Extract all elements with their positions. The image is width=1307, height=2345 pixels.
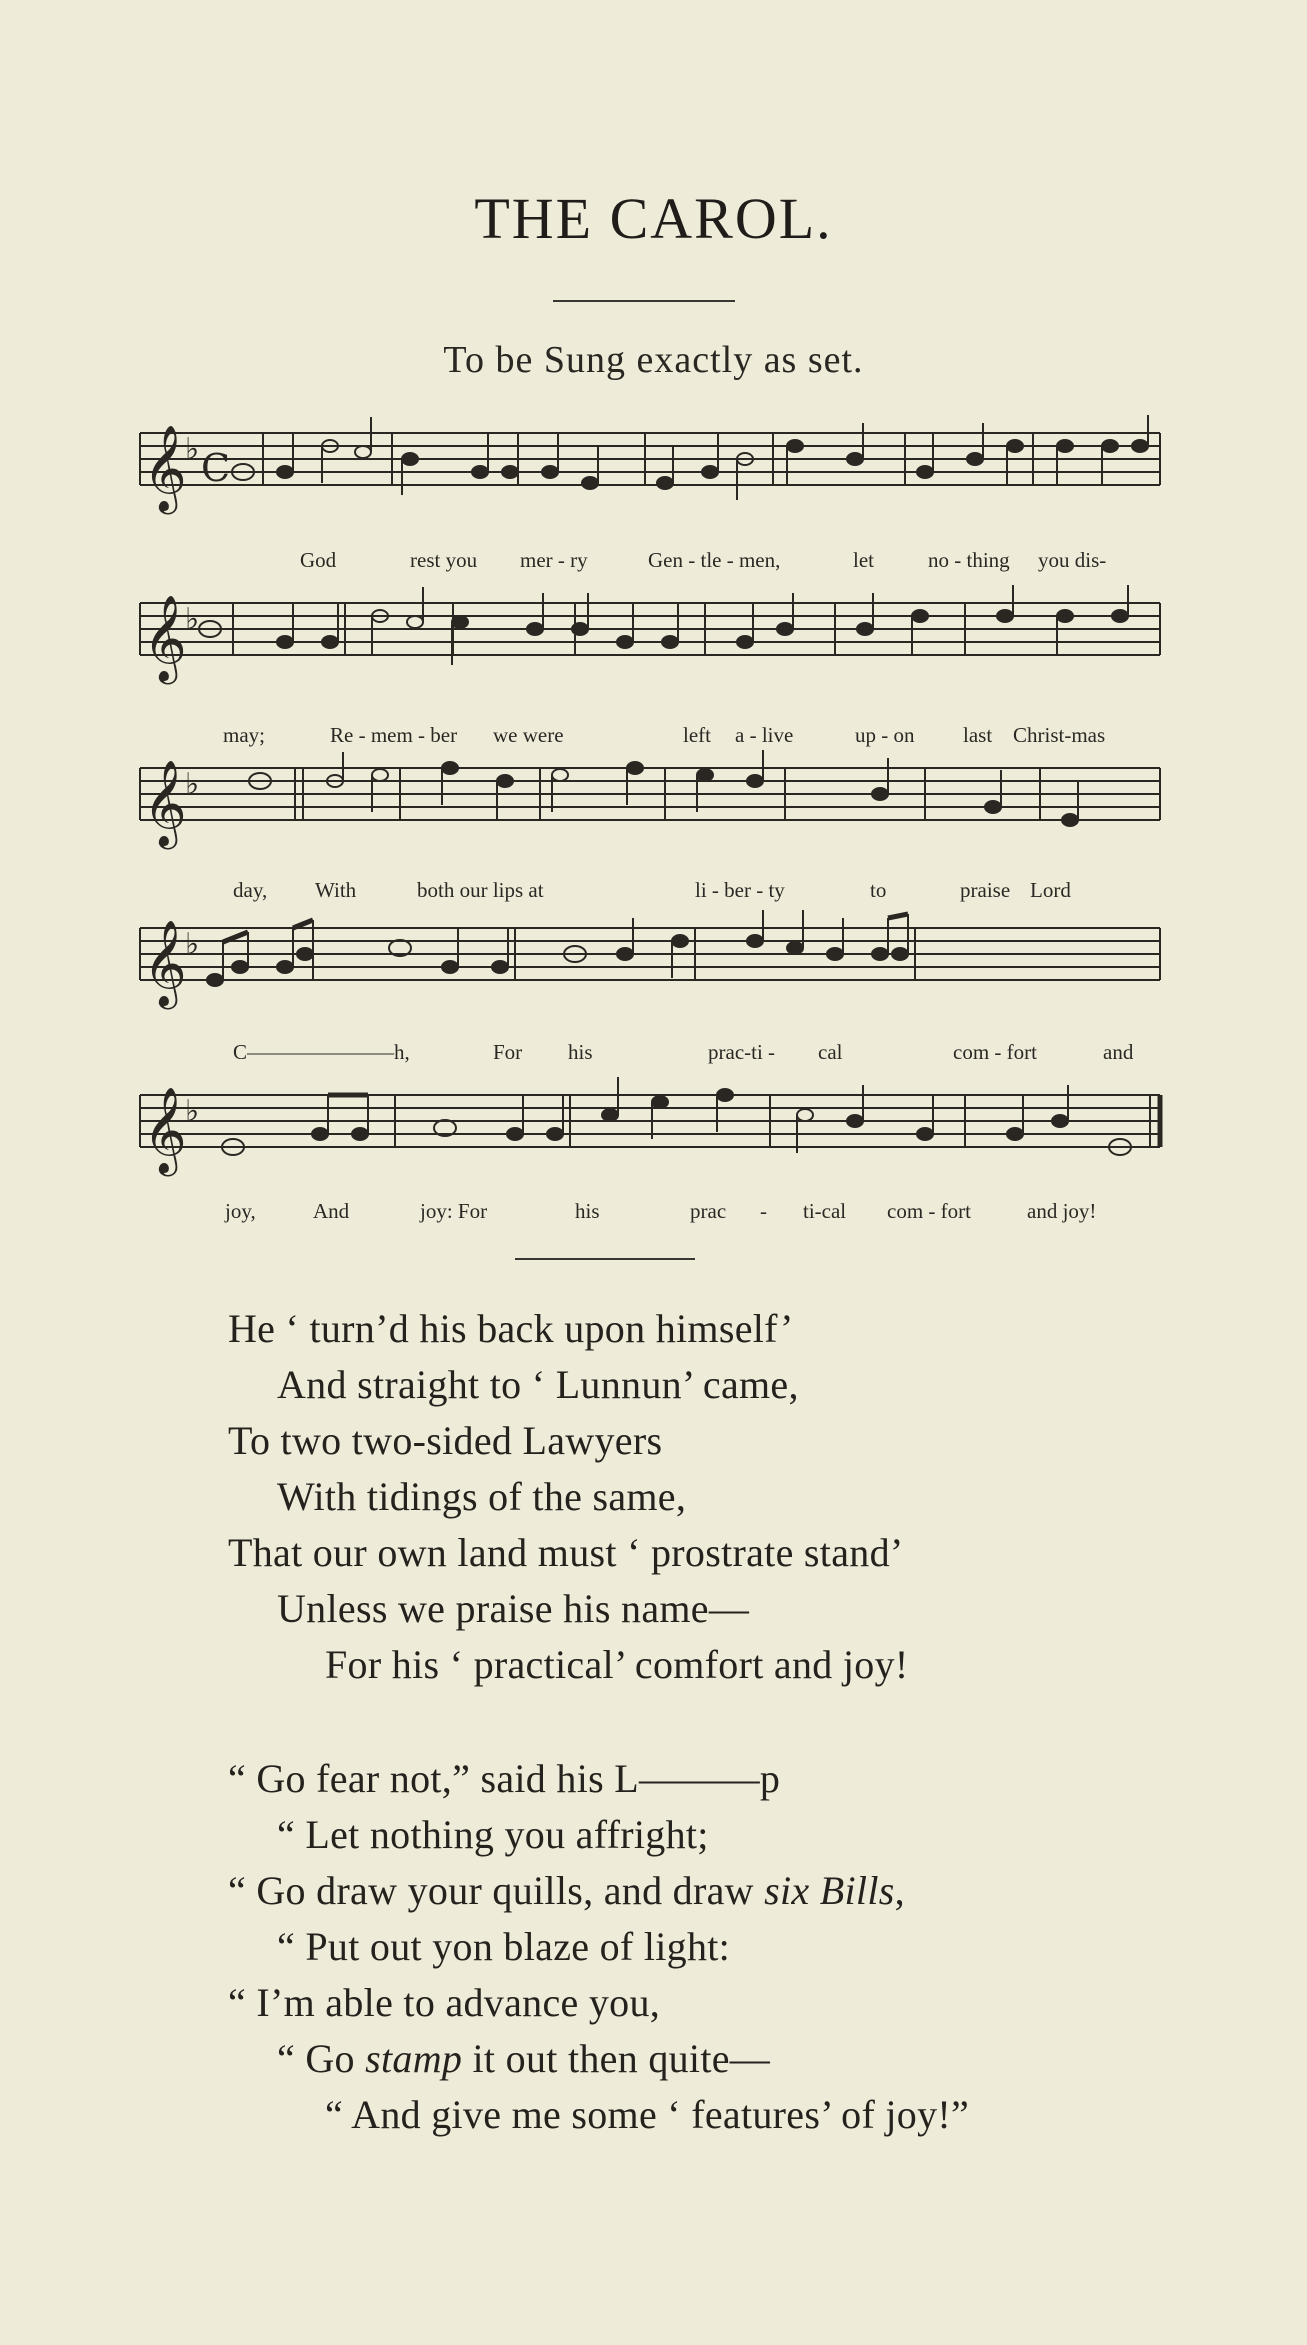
lyric-syllable: Re - mem - ber — [330, 723, 458, 747]
lyric-syllable: praise — [960, 878, 1011, 902]
treble-clef: 𝄞 — [143, 760, 187, 846]
lyric-syllable: For — [493, 1040, 523, 1064]
treble-clef: 𝄞 — [143, 595, 187, 681]
lyric-syllable: com - fort — [953, 1040, 1037, 1064]
lyric-syllable: his — [568, 1040, 593, 1064]
verse-line: “ Go fear not,” said his L———p — [228, 1756, 781, 1801]
music-system-5 — [135, 1077, 1165, 1223]
verse-line: And straight to ‘ Lunnun’ came, — [277, 1362, 799, 1407]
verse-emphasis: six Bills — [764, 1868, 895, 1913]
music-system-4 — [135, 910, 1165, 1064]
music-staff-3 — [135, 750, 1165, 875]
verse-line: Unless we praise his name— — [277, 1586, 750, 1631]
lyric-syllable: to — [870, 878, 887, 902]
lyric-syllable: prac — [690, 1199, 727, 1223]
flat-sign: ♭ — [185, 432, 200, 467]
treble-clef: 𝄞 — [143, 1087, 187, 1173]
lyric-syllable: C———————h, — [233, 1040, 410, 1064]
verse-line: With tidings of the same, — [277, 1474, 687, 1519]
lyrics-line-4 — [135, 1040, 1165, 1070]
lyric-syllable: we were — [493, 723, 564, 747]
lyric-syllable: prac-ti - — [708, 1040, 776, 1064]
music-staff-2 — [135, 585, 1165, 710]
lyric-syllable: his — [575, 1199, 600, 1223]
verse-line: “ And give me some ‘ features’ of joy!” — [325, 2092, 970, 2137]
lyric-syllable: up - on — [855, 723, 915, 747]
lyric-syllable: With — [315, 878, 357, 902]
page-title: THE CAROL. — [474, 186, 833, 251]
flat-sign: ♭ — [185, 602, 200, 637]
lyric-syllable: Lord — [1030, 878, 1071, 902]
lyrics-line-3 — [135, 878, 1165, 908]
lyrics-line-5 — [135, 1199, 1165, 1229]
verse-line-text: “ Go — [277, 2036, 366, 2081]
lyric-syllable: rest you — [410, 548, 478, 572]
lyric-syllable: God — [300, 548, 337, 572]
verse-line: “ Let nothing you affright; — [277, 1812, 709, 1857]
verse-line — [228, 1867, 905, 1914]
verse-line — [277, 2035, 770, 2082]
verse-emphasis: stamp — [365, 2036, 463, 2081]
treble-clef: 𝄞 — [143, 425, 187, 511]
music-system-3 — [135, 750, 1165, 902]
lyric-syllable: joy, — [225, 1199, 256, 1223]
lyric-syllable: left — [683, 723, 711, 747]
flat-sign: ♭ — [185, 927, 200, 962]
verse-line: He ‘ turn’d his back upon himself’ — [228, 1306, 794, 1351]
verse-line-text: “ Go draw your quills, and draw — [228, 1868, 765, 1913]
lyric-syllable: Gen - tle - men, — [648, 548, 781, 572]
lyric-syllable: day, — [233, 878, 268, 902]
music-system-2 — [135, 585, 1165, 747]
lyrics-line-2 — [135, 723, 1165, 753]
lyric-syllable: - — [760, 1199, 767, 1223]
verse-line: For his ‘ practical’ comfort and joy! — [325, 1642, 909, 1687]
title-rule — [553, 300, 735, 302]
lyric-syllable: And — [313, 1199, 350, 1223]
section-rule — [515, 1258, 695, 1260]
music-system-1 — [135, 415, 1165, 572]
lyric-syllable: no - thing — [928, 548, 1010, 572]
lyrics-line-1 — [135, 548, 1165, 578]
lyric-syllable: Christ-mas — [1013, 723, 1106, 747]
verse-line-text: it out then quite— — [462, 2036, 771, 2081]
lyric-syllable: li - ber - ty — [695, 878, 785, 902]
verse-line: “ Put out yon blaze of light: — [277, 1924, 731, 1969]
lyric-syllable: ti-cal — [803, 1199, 847, 1223]
lyric-syllable: a - live — [735, 723, 794, 747]
lyric-syllable: let — [853, 548, 874, 572]
lyric-syllable: you dis- — [1038, 548, 1107, 572]
verse-line: To two two-sided Lawyers — [228, 1418, 663, 1463]
common-time-sign: C — [201, 446, 231, 490]
lyric-syllable: joy: For — [420, 1199, 488, 1223]
lyric-syllable: cal — [818, 1040, 843, 1064]
lyric-syllable: both our lips at — [417, 878, 544, 902]
verse-line: That our own land must ‘ prostrate stand’ — [228, 1530, 904, 1575]
flat-sign: ♭ — [185, 1094, 200, 1129]
lyric-syllable: may; — [223, 723, 265, 747]
subtitle: To be Sung exactly as set. — [443, 339, 864, 381]
lyric-syllable: mer - ry — [520, 548, 588, 572]
music-staff-1 — [135, 415, 1165, 540]
music-staff-5 — [135, 1077, 1165, 1202]
lyric-syllable: last — [963, 723, 993, 747]
verse-line-text: , — [894, 1868, 905, 1913]
lyric-syllable: and joy! — [1027, 1199, 1097, 1223]
music-staff-4 — [135, 910, 1165, 1035]
treble-clef: 𝄞 — [143, 920, 187, 1006]
flat-sign: ♭ — [185, 767, 200, 802]
verse-line: “ I’m able to advance you, — [228, 1980, 661, 2025]
lyric-syllable: and — [1103, 1040, 1134, 1064]
lyric-syllable: com - fort — [887, 1199, 971, 1223]
